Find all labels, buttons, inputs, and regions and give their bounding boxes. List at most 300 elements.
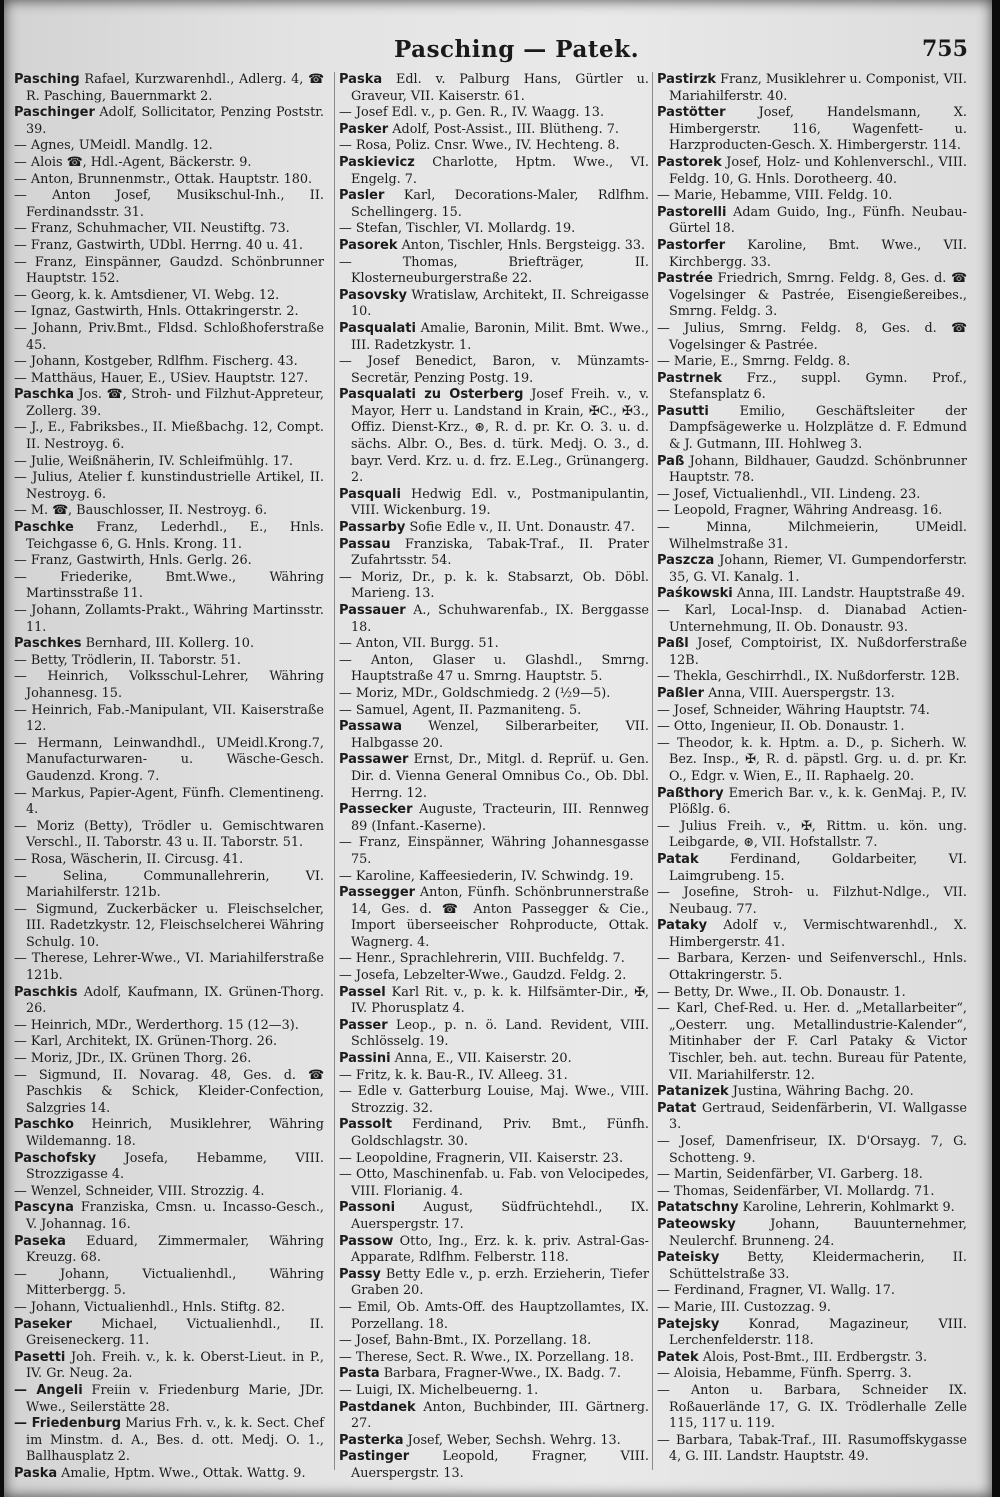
directory-entry <box>339 1234 649 1267</box>
entry-details: — Josef Benedict, Baron, v. Münzamts-Secretär, Penzing Postg. 19. <box>339 354 649 386</box>
entry-details: — Julius, Atelier f. kunstindustrielle Artikel, II. Nestroyg. 6. <box>14 470 324 502</box>
directory-entry <box>657 454 967 487</box>
entry-details: — Sigmund, II. Novarag. 48, Ges. d. ☎ Paschkis & Schick, Kleider-Confection, Salzgries 14. <box>14 1067 324 1116</box>
directory-entry <box>657 603 967 636</box>
directory-entry <box>14 869 324 902</box>
entry-details: — M. ☎, Bauschlosser, II. Nestroyg. 6. <box>14 503 268 519</box>
entry-details: Josef, Comptoirist, IX. Nußdorferstraße 12B. <box>669 636 967 668</box>
entry-details: — Johann, Zollamts-Prakt., Währing Martinsstr. 11. <box>14 603 324 635</box>
entry-details: Wenzel, Silberarbeiter, VII. Halbgasse 20. <box>351 719 649 751</box>
entry-surname: Pasqualati <box>339 320 416 336</box>
entry-details: — Moriz, JDr., IX. Grünen Thorg. 26. <box>14 1051 252 1067</box>
directory-entry <box>657 1217 967 1250</box>
entry-surname: Paschko <box>14 1117 74 1133</box>
directory-entry <box>339 653 649 686</box>
entry-details: — Josef Edl. v., p. Gen. R., IV. Waagg. 13. <box>339 105 605 121</box>
entry-surname: Paschka <box>14 387 75 403</box>
entry-details: Adam Guido, Ing., Fünfh. Neubau-Gürtel 18. <box>669 204 967 237</box>
directory-entry <box>657 786 967 819</box>
entry-details: — Otto, Maschinenfab. u. Fab. von Velocipedes, VIII. Florianig. 4. <box>339 1167 649 1199</box>
entry-details: Alois, Post-Bmt., III. Erdbergstr. 3. <box>698 1349 928 1365</box>
entry-surname: Pasta <box>339 1366 380 1382</box>
directory-entry <box>339 686 649 703</box>
entry-details: — Marie, E., Smrng. Feldg. 8. <box>657 354 851 370</box>
directory-entry <box>339 188 649 221</box>
directory-entry <box>339 1051 649 1068</box>
directory-entry <box>339 885 649 951</box>
directory-entry <box>14 1267 324 1300</box>
directory-entry <box>657 1001 967 1084</box>
entry-details: — Martin, Seidenfärber, VI. Garberg. 18. <box>657 1167 923 1183</box>
directory-entry <box>339 835 649 868</box>
entry-surname: Passolt <box>339 1117 393 1133</box>
column-1 <box>14 72 324 1481</box>
entry-details: — Thekla, Geschirrhdl., IX. Nußdorferstr. 12B. <box>657 669 960 685</box>
entry-details: Johann, Riemer, VI. Gumpendorferstr. 35, G. VI. Kanalg. 1. <box>669 553 967 585</box>
directory-entry <box>339 1068 649 1085</box>
entry-details: Otto, Ing., Erz. k. k. priv. Astral-Gas-Apparate, Rdlfhm. Felberstr. 118. <box>351 1233 649 1266</box>
directory-entry <box>14 354 324 371</box>
directory-entry <box>657 1383 967 1433</box>
entry-details: — Otto, Ingenieur, II. Ob. Donaustr. 1. <box>657 719 905 735</box>
entry-surname: Paseka <box>14 1233 66 1249</box>
directory-entry <box>14 1300 324 1317</box>
entry-surname: Passel <box>339 984 386 1000</box>
entry-surname: Pasquali <box>339 486 401 502</box>
entry-details: Ernst, Dr., Mitgl. d. Reprüf. u. Gen. Dir. d. Vienna General Omnibus Co., Ob. Dbl. Herrng. 12. <box>351 752 649 801</box>
entry-details: Joh. Freih. v., k. k. Oberst-Lieut. in P., IV. Gr. Neug. 2a. <box>26 1349 324 1382</box>
directory-entry <box>657 719 967 736</box>
directory-entry <box>339 752 649 802</box>
entry-details: — Therese, Lehrer-Wwe., VI. Mariahilferstraße 121b. <box>14 951 324 984</box>
entry-details: Eduard, Zimmermaler, Währing Kreuzg. 68. <box>26 1233 324 1266</box>
entry-details: Karl, Decorations-Maler, Rdlfhm. Schellingerg. 15. <box>351 188 649 220</box>
entry-details: — Anton u. Barbara, Schneider IX. Roßauerlände 17, G. IX. Trödlerhalle Zelle 115, 117 u. 119. <box>657 1382 967 1432</box>
directory-entry <box>657 586 967 603</box>
directory-entry <box>14 1068 324 1118</box>
directory-entry <box>339 1433 649 1450</box>
entry-details: — Anton, VII. Burgg. 51. <box>339 636 499 652</box>
entry-details: — Fritz, k. k. Bau-R., IV. Alleeg. 31. <box>339 1067 568 1083</box>
entry-details: — Karl, Local-Insp. d. Dianabad Actien-Unternehmung, II. Ob. Donaustr. 93. <box>657 603 967 635</box>
directory-entry <box>339 985 649 1018</box>
entry-surname: Patatschny <box>657 1200 739 1216</box>
directory-entry <box>657 105 967 155</box>
entry-details: — Johann, Kostgeber, Rdlfhm. Fischerg. 43. <box>14 354 298 370</box>
entry-details: — Johann, Victualienhdl., Währing Mitterbergg. 5. <box>14 1266 324 1299</box>
entry-surname: Pasqualati zu Osterberg <box>339 387 524 403</box>
directory-entry <box>14 172 324 189</box>
entry-details: — Josef, Damenfriseur, IX. D'Orsayg. 7, G. Schotteng. 9. <box>657 1134 967 1166</box>
directory-entry <box>657 188 967 205</box>
directory-entry <box>657 951 967 984</box>
directory-entry <box>14 503 324 520</box>
directory-entry <box>657 520 967 553</box>
entry-details: — Betty, Trödlerin, II. Taborstr. 51. <box>14 652 241 668</box>
directory-entry <box>14 1317 324 1350</box>
entry-details: — Johann, Victualienhdl., Hnls. Stiftg. 82. <box>14 1299 285 1315</box>
directory-entry <box>657 155 967 188</box>
entry-details: — Rosa, Poliz. Cnsr. Wwe., IV. Hechteng. 8. <box>339 138 620 154</box>
directory-entry <box>14 636 324 653</box>
entry-details: — Karl, Chef-Red. u. Her. d. „Metallarbeiter“, „Oesterr. ung. Metallindustrie-Kalender“, Mitinhaber der F. Carl Pataky & Victor Tischler, beh. aut. techn. Bureau für Patente, VII. Mariahilferstr. 12. <box>657 1001 967 1083</box>
directory-entry <box>339 387 649 487</box>
directory-entry <box>339 221 649 238</box>
directory-entry <box>14 420 324 453</box>
directory-entry <box>14 1117 324 1150</box>
entry-details: Josef Freih. v., v. Mayor, Herr u. Landstand in Krain, ✠C., ✠3., Offiz. Dienst-Krz., ⊛, R. d. pr. Kr. O. 3. u. d. sächs. Albr. O., Bes. d. türk. Medj. O. 3., d. bayr. Verd. Krz. u. d. frz. E.Leg., Grünangerg. 2. <box>351 387 649 486</box>
entry-details: — Anton, Brunnenmstr., Ottak. Hauptstr. 180. <box>14 171 313 187</box>
entry-details: Anna, VIII. Auerspergstr. 13. <box>704 685 895 701</box>
directory-entry <box>14 1051 324 1068</box>
entry-details: — Franz, Einspänner, Gaudzd. Schönbrunner Hauptstr. 152. <box>14 254 324 287</box>
directory-entry <box>14 570 324 603</box>
directory-entry <box>339 603 649 636</box>
entry-details: — Wenzel, Schneider, VIII. Strozzig. 4. <box>14 1183 265 1199</box>
directory-entry <box>657 1283 967 1300</box>
directory-entry <box>14 454 324 471</box>
directory-entry <box>14 1184 324 1201</box>
entry-details: — Julius Freih. v., ✠, Rittm. u. kön. ung. Leibgarde, ⊛, VII. Hofstallstr. 7. <box>657 818 967 851</box>
directory-entry <box>14 736 324 786</box>
entry-surname: Patat <box>657 1100 697 1116</box>
entry-details: — Karl, Architekt, IX. Grünen-Thorg. 26. <box>14 1034 278 1050</box>
entry-details: — Johann, Priv.Bmt., Fldsd. Schloßhoferstraße 45. <box>14 320 324 353</box>
entry-details: — Rosa, Wäscherin, II. Circusg. 41. <box>14 851 244 867</box>
directory-entry <box>14 255 324 288</box>
directory-entry <box>14 653 324 670</box>
directory-entry <box>339 802 649 835</box>
directory-entry <box>657 985 967 1002</box>
entry-details: Josef, Weber, Sechsh. Wehrg. 13. <box>403 1432 621 1448</box>
entry-details: Emilio, Geschäftsleiter der Dampfsägewerke u. Holzplätze d. F. Edmund & J. Gutmann, III. Hohlweg 3. <box>669 403 967 453</box>
entry-surname: — Angeli <box>14 1382 83 1398</box>
directory-entry <box>657 1317 967 1350</box>
entry-details: Frz., suppl. Gymn. Prof., Stefansplatz 6. <box>669 370 967 403</box>
directory-entry <box>657 1350 967 1367</box>
entry-details: Josef, Holz- und Kohlenverschl., VIII. Feldg. 10, G. Hnls. Dorotheerg. 40. <box>669 154 967 187</box>
entry-surname: Pasutti <box>657 403 709 419</box>
entry-details: Karoline, Bmt. Wwe., VII. Kirchbergg. 33. <box>669 237 967 270</box>
entry-surname: Paschofsky <box>14 1150 97 1166</box>
directory-entry <box>14 985 324 1018</box>
entry-details: Adolf v., Vermischtwarenhdl., X. Himbergerstr. 41. <box>669 918 967 950</box>
directory-entry <box>339 537 649 570</box>
entry-surname: Pasler <box>339 188 385 204</box>
entry-details: Konrad, Magazineur, VIII. Lerchenfelderstr. 118. <box>669 1316 967 1349</box>
directory-entry <box>657 553 967 586</box>
directory-entry <box>339 869 649 886</box>
directory-entry <box>657 1200 967 1217</box>
directory-entry <box>339 105 649 122</box>
directory-entry <box>657 819 967 852</box>
entry-surname: Pasetti <box>14 1349 66 1365</box>
running-head: Pasching — Patek. <box>394 36 640 63</box>
entry-details: Adolf, Kaufmann, IX. Grünen-Thorg. 26. <box>26 984 324 1017</box>
entry-details: — Selina, Communallehrerin, VI. Mariahilferstr. 121b. <box>14 868 324 901</box>
directory-entry <box>657 371 967 404</box>
entry-details: Friedrich, Smrng. Feldg. 8, Ges. d. ☎ Vogelsinger & Pastrée, Eisengießereibes., Smrng. Feldg. 3. <box>669 271 967 320</box>
directory-entry <box>339 288 649 321</box>
entry-details: Adolf, Sollicitator, Penzing Poststr. 39. <box>26 105 324 137</box>
directory-entry <box>14 321 324 354</box>
entry-surname: Passy <box>339 1266 381 1282</box>
entry-details: — Heinrich, Fab.-Manipulant, VII. Kaiserstraße 12. <box>14 702 324 735</box>
entry-surname: Paseker <box>14 1316 73 1332</box>
directory-entry <box>657 271 967 321</box>
directory-entry <box>339 1018 649 1051</box>
directory-entry <box>657 885 967 918</box>
directory-entry <box>14 138 324 155</box>
entry-surname: Pasterka <box>339 1432 404 1448</box>
directory-entry <box>657 321 967 354</box>
entry-surname: Paschkes <box>14 636 82 652</box>
directory-entry <box>14 951 324 984</box>
directory-entry <box>14 188 324 221</box>
entry-surname: Paß <box>657 453 685 469</box>
entry-surname: Passini <box>339 1051 391 1067</box>
directory-entry <box>14 1151 324 1184</box>
entry-details: — Anton Josef, Musikschul-Inh., II. Ferdinandsstr. 31. <box>14 188 324 220</box>
entry-details: Johann, Bildhauer, Gaudzd. Schönbrunner Hauptstr. 78. <box>669 453 967 486</box>
directory-entry <box>14 470 324 503</box>
directory-entry <box>14 1234 324 1267</box>
directory-entry <box>657 1167 967 1184</box>
entry-details: Marius Frh. v., k. k. Sect. Chef im Minstm. d. A., Bes. d. ott. Medj. O. 1., Ballhausplatz 2. <box>26 1416 324 1465</box>
entry-surname: Paßthory <box>657 785 724 801</box>
entry-surname: Pasker <box>339 121 389 137</box>
entry-surname: Pateowsky <box>657 1216 736 1232</box>
entry-details: — Samuel, Agent, II. Pazmaniteng. 5. <box>339 702 582 718</box>
entry-details: Wratislaw, Architekt, II. Schreigasse 10. <box>351 287 649 320</box>
entry-surname: Pastorek <box>657 154 722 170</box>
entry-details: — Josefine, Stroh- u. Filzhut-Ndlge., VII. Neubaug. 77. <box>657 885 967 917</box>
entry-surname: Patanizek <box>657 1084 729 1100</box>
directory-entry <box>339 951 649 968</box>
entry-details: Michael, Victualienhdl., II. Greiseneckerg. 11. <box>26 1316 324 1349</box>
directory-entry <box>339 238 649 255</box>
entry-details: — Julius, Smrng. Feldg. 8, Ges. d. ☎ Vogelsinger & Pastrée. <box>657 320 967 353</box>
page-header <box>4 36 992 70</box>
directory-entry <box>657 1101 967 1134</box>
entry-details: Emerich Bar. v., k. k. GenMaj. P., IV. Plößlg. 6. <box>669 785 967 818</box>
entry-details: — Anton, Glaser u. Glashdl., Smrng. Hauptstraße 47 u. Smrng. Hauptstr. 5. <box>339 652 649 685</box>
entry-surname: Passecker <box>339 802 413 818</box>
entry-details: — Theodor, k. k. Hptm. a. D., p. Sicherh. W. Bez. Insp., ✠, R. d. päpstl. Grg. u. d. pr. Kr. O., Edgr. v. Wien, E., II. Raphaelg. 20. <box>657 735 967 784</box>
directory-entry <box>339 72 649 105</box>
entry-details: — Josefa, Lebzelter-Wwe., Gaudzd. Feldg. 2. <box>339 968 627 984</box>
entry-surname: Patek <box>657 1349 699 1365</box>
directory-entry <box>339 1200 649 1233</box>
entry-details: Amalie, Hptm. Wwe., Ottak. Wattg. 9. <box>57 1465 306 1481</box>
entry-details: — Moriz, Dr., p. k. k. Stabsarzt, Ob. Döbl. Marieng. 13. <box>339 569 649 602</box>
directory-entry <box>14 288 324 305</box>
entry-details: — Thomas, Seidenfärber, VI. Mollardg. 71. <box>657 1183 935 1199</box>
entry-details: — Josef, Victualienhdl., VII. Lindeng. 23. <box>657 486 921 502</box>
entry-details: Ferdinand, Goldarbeiter, VI. Laimgrubeng. 15. <box>669 851 967 884</box>
entry-details: Adolf, Post-Assist., III. Blütheng. 7. <box>388 121 619 137</box>
entry-details: Freiin v. Friedenburg Marie, JDr. Wwe., Seilerstätte 28. <box>26 1382 324 1415</box>
entry-details: — Heinrich, MDr., Werderthorg. 15 (12—3). <box>14 1017 299 1033</box>
entry-details: — Georg, k. k. Amtsdiener, VI. Webg. 12. <box>14 287 280 303</box>
directory-entry <box>14 72 324 105</box>
directory-entry <box>657 669 967 686</box>
entry-surname: Paszcza <box>657 553 715 569</box>
entry-details: — Henr., Sprachlehrerin, VIII. Buchfeldg. 7. <box>339 951 625 967</box>
directory-entry <box>339 1167 649 1200</box>
directory-entry <box>14 786 324 819</box>
entry-details: Justina, Währing Bachg. 20. <box>728 1084 914 1100</box>
page-number: 755 <box>922 36 968 62</box>
entry-details: Franziska, Tabak-Traf., II. Prater Zufahrtsstr. 54. <box>351 536 649 569</box>
entry-details: Hedwig Edl. v., Postmanipulantin, VIII. Wickenburg. 19. <box>351 486 649 519</box>
entry-details: Anton, Tischler, Hnls. Bergsteigg. 33. <box>397 237 646 253</box>
directory-entry <box>14 1350 324 1383</box>
entry-details: — Therese, Sect. R. Wwe., IX. Porzellang. 18. <box>339 1349 634 1365</box>
directory-entry <box>339 1400 649 1433</box>
entry-details: Bernhard, III. Kollerg. 10. <box>81 636 255 652</box>
entry-details: Gertraud, Seidenfärberin, VI. Wallgasse 3. <box>669 1100 967 1133</box>
directory-entry <box>14 1416 324 1466</box>
entry-details: — Heinrich, Volksschul-Lehrer, Währing Johannesg. 15. <box>14 669 324 701</box>
entry-surname: Paśkowski <box>657 586 733 602</box>
directory-entry <box>14 553 324 570</box>
entry-details: Franziska, Cmsn. u. Incasso-Gesch., V. Johannag. 16. <box>26 1200 324 1232</box>
entry-details: — Ignaz, Gastwirth, Hnls. Ottakringerstr. 2. <box>14 304 299 320</box>
entry-details: Franz, Musiklehrer u. Componist, VII. Mariahilferstr. 40. <box>669 72 967 104</box>
directory-entry <box>339 1151 649 1168</box>
entry-details: Anton, Buchbinder, III. Gärtnerg. 27. <box>351 1399 649 1432</box>
entry-details: — Moriz, MDr., Goldschmiedg. 2 (½9—5). <box>339 685 611 701</box>
entry-surname: Pastinger <box>339 1449 410 1465</box>
directory-entry <box>339 255 649 288</box>
entry-details: — Hermann, Leinwandhdl., UMeidl.Krong.7, Manufacturwaren- u. Wäsche-Gesch. Gaudenzd. Krong. 7. <box>14 735 324 784</box>
entry-details: Amalie, Baronin, Milit. Bmt. Wwe., III. Radetzkystr. 1. <box>351 320 649 353</box>
directory-entry <box>339 1333 649 1350</box>
entry-details: — Alois ☎, Hdl.-Agent, Bäckerstr. 9. <box>14 154 252 170</box>
entry-surname: Passauer <box>339 603 406 618</box>
entry-surname: Pastdanek <box>339 1399 416 1415</box>
entry-surname: Passer <box>339 1017 388 1033</box>
directory-entry <box>657 1300 967 1317</box>
entry-details: — Betty, Dr. Wwe., II. Ob. Donaustr. 1. <box>657 984 906 1000</box>
entry-details: — Josef, Bahn-Bmt., IX. Porzellang. 18. <box>339 1333 592 1349</box>
directory-entry <box>339 570 649 603</box>
entry-details: Anton, Fünfh. Schönbrunnerstraße 14, Ges. d. ☎ Anton Passegger & Cie., Import überseeischer Rohproducte, Ottak. Wagnerg. 4. <box>351 885 649 950</box>
entry-surname: Pataky <box>657 918 708 934</box>
directory-entry <box>657 238 967 271</box>
entry-details: Heinrich, Musiklehrer, Währing Wildemanng. 18. <box>26 1117 324 1149</box>
entry-details: August, Südfrüchtehdl., IX. Auerspergstr. 17. <box>351 1200 649 1232</box>
entry-details: Sofie Edle v., II. Unt. Donaustr. 47. <box>405 520 635 536</box>
entry-details: Josef, Handelsmann, X. Himbergerstr. 116, Wagenfett- u. Harzproducten-Gesch. X. Himbergerstr. 114. <box>669 105 967 154</box>
entry-details: Anna, III. Landstr. Hauptstraße 49. <box>732 586 966 602</box>
entry-details: — Barbara, Kerzen- und Seifenverschl., Hnls. Ottakringerstr. 5. <box>657 951 967 984</box>
entry-details: — Minna, Milchmeierin, UMeidl. Wilhelmstraße 31. <box>657 520 967 552</box>
entry-details: Karl Rit. v., p. k. k. Hilfsämter-Dir., ✠, IV. Phorusplatz 4. <box>351 984 649 1017</box>
entry-details: A., Schuhwarenfab., IX. Berggasse 18. <box>351 603 649 635</box>
entry-details: — Edle v. Gatterburg Louise, Maj. Wwe., VIII. Strozzig. 32. <box>339 1084 649 1116</box>
entry-details: — Franz, Einspänner, Währing Johannesgasse 75. <box>339 835 649 867</box>
directory-entry <box>14 852 324 869</box>
entry-surname: Pastorelli <box>657 204 727 220</box>
directory-columns <box>14 72 984 1481</box>
directory-entry <box>14 1383 324 1416</box>
directory-entry <box>14 105 324 138</box>
entry-surname: Pastrnek <box>657 370 723 386</box>
directory-entry <box>339 703 649 720</box>
entry-surname: Pastirzk <box>657 72 716 87</box>
directory-entry <box>14 603 324 636</box>
directory-entry <box>657 852 967 885</box>
entry-details: Anna, E., VII. Kaiserstr. 20. <box>390 1051 572 1067</box>
directory-entry <box>657 703 967 720</box>
directory-entry <box>657 354 967 371</box>
entry-details: Betty, Kleidermacherin, II. Schüttelstraße 33. <box>669 1250 967 1282</box>
entry-surname: Paschke <box>14 520 74 536</box>
entry-details: Auguste, Tracteurin, III. Rennweg 89 (Infant.-Kaserne). <box>351 802 649 834</box>
entry-details: Karoline, Lehrerin, Kohlmarkt 9. <box>738 1200 955 1216</box>
entry-details: — Karoline, Kaffeesiederin, IV. Schwindg. 19. <box>339 868 634 884</box>
entry-details: — Franz, Gastwirth, UDbl. Herrng. 40 u. 41. <box>14 237 303 253</box>
column-2 <box>334 72 649 1481</box>
directory-entry <box>339 1449 649 1482</box>
entry-surname: Passoni <box>339 1200 396 1216</box>
entry-surname: Paßler <box>657 685 704 701</box>
entry-details: — Ferdinand, Fragner, VI. Wallg. 17. <box>657 1283 895 1299</box>
directory-entry <box>339 1300 649 1333</box>
entry-details: — Julie, Weißnäherin, IV. Schleifmühlg. 17. <box>14 453 293 469</box>
entry-surname: Passow <box>339 1233 394 1249</box>
entry-surname: Pasching <box>14 72 80 87</box>
directory-entry <box>14 387 324 420</box>
directory-entry <box>14 703 324 736</box>
directory-entry <box>657 686 967 703</box>
directory-entry <box>657 503 967 520</box>
entry-surname: Passawa <box>339 719 402 735</box>
directory-page <box>4 0 992 1497</box>
directory-entry <box>339 1267 649 1300</box>
directory-entry <box>339 719 649 752</box>
entry-details: — J., E., Fabriksbes., II. Mießbachg. 12, Compt. II. Nestroyg. 6. <box>14 420 324 453</box>
directory-entry <box>339 1084 649 1117</box>
directory-entry <box>657 1433 967 1466</box>
entry-details: Betty Edle v., p. erzh. Erzieherin, Tiefer Graben 20. <box>351 1266 649 1299</box>
entry-surname: Passarby <box>339 520 406 536</box>
entry-details: — Matthäus, Hauer, E., USiev. Hauptstr. 127. <box>14 370 309 386</box>
entry-surname: Pascyna <box>14 1200 74 1216</box>
entry-details: — Marie, Hebamme, VIII. Feldg. 10. <box>657 188 893 204</box>
directory-entry <box>339 636 649 653</box>
entry-details: — Barbara, Tabak-Traf., III. Rasumoffskygasse 4, G. III. Landstr. Hauptstr. 49. <box>657 1432 967 1465</box>
directory-entry <box>14 1466 324 1483</box>
column-3 <box>652 72 967 1470</box>
entry-details: Leop., p. n. ö. Land. Revident, VIII. Schlösselg. 19. <box>351 1017 649 1050</box>
directory-entry <box>657 1134 967 1167</box>
entry-details: — Stefan, Tischler, VI. Mollardg. 19. <box>339 221 576 237</box>
directory-entry <box>14 221 324 238</box>
directory-entry <box>339 487 649 520</box>
entry-surname: Pasovsky <box>339 287 407 303</box>
entry-details: — Moriz (Betty), Trödler u. Gemischtwaren Verschl., II. Taborstr. 43 u. II. Taborstr. 51. <box>14 818 324 851</box>
entry-details: — Sigmund, Zuckerbäcker u. Fleischselcher, III. Radetzkystr. 12, Fleischselcherei Währing Schulg. 10. <box>14 901 324 950</box>
directory-entry <box>657 1084 967 1101</box>
entry-details: Barbara, Fragner-Wwe., IX. Badg. 7. <box>379 1366 621 1382</box>
directory-entry <box>339 968 649 985</box>
entry-details: Jos. ☎, Stroh- und Filzhut-Appreteur, Zollerg. 39. <box>26 387 324 419</box>
entry-surname: Passawer <box>339 752 409 768</box>
directory-entry <box>14 902 324 952</box>
